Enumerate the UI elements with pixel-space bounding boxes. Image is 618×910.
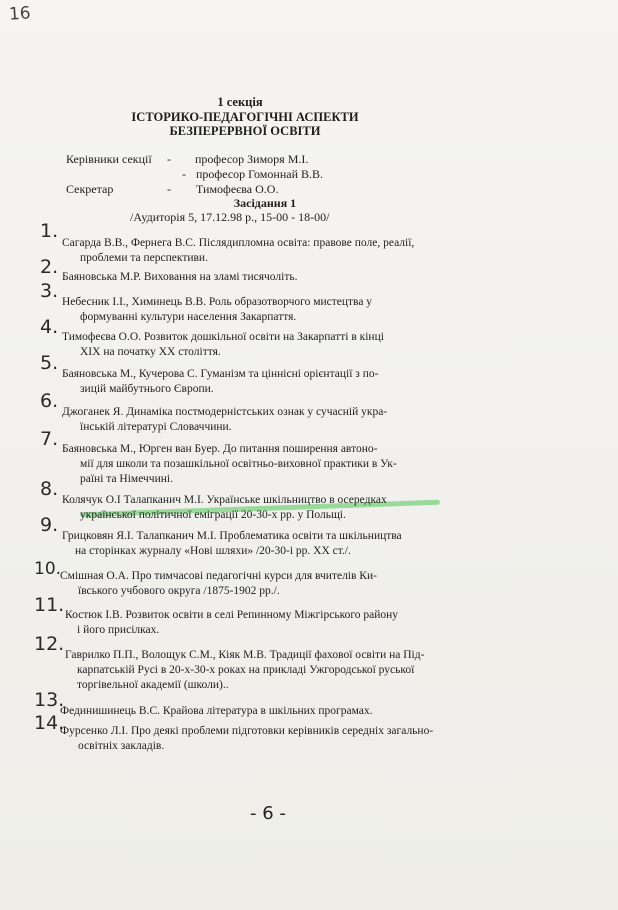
item-text-line: карпатській Русі в 20-х-30-х роках на прикладі Ужгородської руської <box>77 664 415 676</box>
leader-name: професор Гомоннай В.В. <box>196 167 323 181</box>
section-title-line2: БЕЗПЕРЕРВНОЇ ОСВІТИ <box>169 124 321 138</box>
item-text-line: раїні та Німеччині. <box>80 473 173 485</box>
item-number: 14. <box>34 712 65 734</box>
item-text-line: Смішная О.А. Про тимчасові педагогічні курси для вчителів Ки- <box>60 570 377 582</box>
dash: - <box>182 167 186 181</box>
item-text-line: Гаврилко П.П., Волощук С.М., Кіяк М.В. Традиції фахової освіти на Під- <box>65 649 425 661</box>
item-text-line: XIX на початку XX століття. <box>80 346 221 358</box>
item-number: 9. <box>40 514 59 536</box>
session-venue: /Аудиторія 5, 17.12.98 р., 15-00 - 18-00/ <box>130 210 330 224</box>
item-text-line: Баяновська М., Кучерова С. Гуманізм та ціннісні орієнтації з по- <box>62 368 379 380</box>
item-number: 2. <box>40 256 59 278</box>
item-text-line: Небесник І.І., Химинець В.В. Роль образотворчого мистецтва у <box>62 296 373 308</box>
secretary-label: Секретар <box>66 182 114 196</box>
item-text-line: мії для школи та позашкільної освітньо-виховної практики в Ук- <box>80 458 397 470</box>
item-text-line: проблеми та перспективи. <box>80 252 208 264</box>
item-text-line: Грицковян Я.І. Талапканич М.І. Проблематика освіти та шкільництва <box>62 530 402 542</box>
section-title-line1: ІСТОРИКО-ПЕДАГОГІЧНІ АСПЕКТИ <box>131 110 359 124</box>
leader-name: професор Зиморя М.І. <box>195 152 309 166</box>
item-text-line: Фединишинець В.С. Крайова література в шкільних програмах. <box>60 705 373 717</box>
dash: - <box>167 152 171 166</box>
handwritten-page-number: 16 <box>8 3 32 25</box>
item-number: 7. <box>40 428 59 450</box>
item-number: 8. <box>40 478 59 500</box>
item-text-line: Сагарда В.В., Фернега В.С. Післядипломна освіта: правове поле, реалії, <box>62 237 415 249</box>
item-text-line: Тимофеєва О.О. Розвиток дошкільної освіти на Закарпатті в кінці <box>62 331 384 343</box>
item-number: 4. <box>40 316 59 338</box>
item-text-line: і його присілках. <box>77 624 160 636</box>
session-title: Засідання 1 <box>233 196 297 210</box>
item-number: 5. <box>40 352 59 374</box>
section-number: 1 секція <box>217 95 263 109</box>
item-number: 13. <box>34 689 65 711</box>
item-number: 6. <box>40 390 59 412</box>
item-text-line: зицій майбутнього Європи. <box>80 383 214 395</box>
item-number: 12. <box>34 633 65 655</box>
item-text-line: Фурсенко Л.І. Про деякі проблеми підготовки керівників середніх загально- <box>60 725 434 737</box>
item-number: 10. <box>34 559 62 579</box>
item-number: 3. <box>40 280 59 302</box>
item-text-line: Баяновська М.Р. Виховання на зламі тисячоліть. <box>62 271 298 283</box>
item-number: 1. <box>40 220 59 242</box>
item-text-line: торгівельної академії (школи).. <box>77 679 229 691</box>
item-text-line: Джоганек Я. Динаміка постмодерністських ознак у сучасній укра- <box>62 406 388 418</box>
item-text-line: Баяновська М., Юрген ван Буер. До питання поширення автоно- <box>62 443 378 455</box>
item-text-line: на сторінках журналу «Нові шляхи» /20-30-і рр. XX ст./. <box>75 545 351 557</box>
leaders-label: Керівники секції <box>66 152 152 166</box>
item-text-line: української політичної еміграції 20-30-х рр. у Польщі. <box>80 509 346 521</box>
dash: - <box>167 182 171 196</box>
item-text-line: Колячук О.І Талапканич М.І. Українське шкільництво в осередках <box>62 494 387 506</box>
item-number: 11. <box>34 594 65 616</box>
secretary-name: Тимофеєва О.О. <box>196 182 279 196</box>
footer-page-number: - 6 - <box>250 803 286 824</box>
item-text-line: освітніх закладів. <box>78 740 165 752</box>
item-text-line: їнській літературі Словаччини. <box>80 421 232 433</box>
item-text-line: ївського учбового округа /1875-1902 рр./. <box>78 585 280 597</box>
item-text-line: Костюк І.В. Розвиток освіти в селі Репинному Міжгірського району <box>65 609 399 621</box>
item-text-line: формуванні культури населення Закарпаття. <box>80 311 297 323</box>
